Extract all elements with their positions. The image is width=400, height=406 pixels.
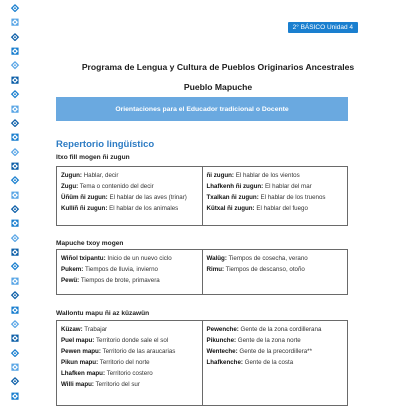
mapuche-motif-icon [8, 349, 22, 357]
block1-left [57, 167, 202, 225]
vocab-term: Puel mapu: [61, 337, 95, 344]
mapuche-motif-icon [8, 133, 22, 141]
mapuche-motif-icon [8, 33, 22, 41]
mapuche-motif-icon [8, 47, 22, 55]
vocab-term: Pewen mapu: [61, 348, 101, 355]
vocab-entry [61, 324, 198, 335]
vocab-entry [207, 264, 344, 275]
mapuche-motif-icon [8, 105, 22, 113]
mapuche-motif-icon [8, 61, 22, 69]
mapuche-motif-icon [8, 18, 22, 26]
vocab-entry [61, 253, 198, 264]
block1-heading: Itxo fill mogen ñi zugun [56, 154, 130, 161]
vocab-definition: Hablar, decir [81, 172, 119, 179]
block3-heading: Wallontu mapu ñi az küzawün [56, 310, 150, 317]
vocab-entry [61, 181, 198, 192]
block3-right [202, 321, 348, 405]
block2-right [202, 250, 348, 294]
vocab-term: ñi zugun: [206, 172, 234, 179]
vocab-term: Lhafkenche: [206, 359, 243, 366]
vocab-term: Küzaw: [61, 326, 83, 333]
vocab-entry [207, 181, 344, 192]
vocab-definition: Territorio donde sale el sol [94, 337, 169, 344]
vocab-definition: Trabajar [82, 326, 108, 333]
vocab-definition: Tiempos de lluvia, invierno [83, 266, 158, 273]
vocab-entry [61, 335, 198, 346]
vocab-definition: El hablar del mar [263, 183, 312, 190]
vocab-definition: Gente de la precordillera** [237, 348, 312, 355]
vocab-entry [61, 368, 198, 379]
vocab-definition: Inicio de un nuevo ciclo [105, 255, 172, 262]
document-subtitle: Pueblo Mapuche [183, 82, 253, 92]
vocab-term: Pewü: [61, 277, 80, 284]
vocab-term: Kullíñ ñi zugun: [61, 205, 108, 212]
mapuche-motif-icon [8, 277, 22, 285]
mapuche-motif-icon [8, 148, 22, 156]
document-title: Programa de Lengua y Cultura de Pueblos Originarios Ancestrales [81, 62, 355, 72]
vocab-term: Pukem: [61, 266, 84, 273]
mapuche-motif-icon [8, 291, 22, 299]
block2-heading: Mapuche txoy mogen [56, 240, 124, 247]
vocab-definition: Tiempos de brote, primavera [79, 277, 160, 284]
vocab-term: Wiñol txipantu: [61, 255, 106, 262]
vocab-entry [207, 170, 344, 181]
vocab-entry [207, 335, 344, 346]
vocab-definition: Territorio del sur [93, 381, 140, 388]
vocab-entry [207, 192, 344, 203]
vocab-term: Lhafkenh ñi zugun: [206, 183, 264, 190]
vocab-definition: El hablar de los animales [107, 205, 179, 212]
vocab-entry [207, 346, 344, 357]
mapuche-motif-icon [8, 320, 22, 328]
vocab-definition: Territorio de las araucarias [100, 348, 176, 355]
vocab-term: Üñüm ñi zugun: [61, 194, 108, 201]
vocab-term: Zugu: [61, 183, 79, 190]
vocab-term: Pikunche: [206, 337, 237, 344]
vocab-definition: El hablar de los truenos [258, 194, 326, 201]
vocab-entry [207, 357, 344, 368]
vocab-entry [61, 379, 198, 390]
vocab-entry [207, 203, 344, 214]
decorative-border [0, 0, 30, 400]
mapuche-motif-icon [8, 205, 22, 213]
vocab-entry [207, 324, 344, 335]
mapuche-motif-icon [8, 262, 22, 270]
vocab-entry [61, 192, 198, 203]
vocab-entry [61, 275, 198, 286]
vocab-entry [207, 253, 344, 264]
mapuche-motif-icon [8, 392, 22, 400]
vocab-definition: Tema o contenido del decir [78, 183, 154, 190]
educator-banner: Orientaciones para el Educador tradicional o Docente [56, 97, 348, 121]
vocab-term: Rimu: [206, 266, 225, 273]
vocab-definition: El hablar del fuego [254, 205, 308, 212]
vocab-term: Lhafken mapu: [61, 370, 106, 377]
mapuche-motif-icon [8, 377, 22, 385]
mapuche-motif-icon [8, 248, 22, 256]
vocab-entry [61, 264, 198, 275]
mapuche-motif-icon [8, 363, 22, 371]
vocab-term: Pewenche: [206, 326, 239, 333]
vocab-entry [61, 203, 198, 214]
vocab-term: Willi mapu: [61, 381, 94, 388]
vocab-definition: El hablar de las aves (trinar) [107, 194, 187, 201]
vocab-definition: El hablar de los vientos [234, 172, 300, 179]
section-heading: Repertorio lingüístico [56, 139, 155, 150]
vocab-definition: Gente de la zona norte [236, 337, 301, 344]
vocab-term: Pikun mapu: [61, 359, 99, 366]
vocab-definition: Gente de la costa [242, 359, 294, 366]
mapuche-motif-icon [8, 334, 22, 342]
vocab-definition: Territorio del norte [98, 359, 150, 366]
block2-table [56, 249, 348, 295]
mapuche-motif-icon [8, 76, 22, 84]
grade-unit-tag: 2° BÁSICO Unidad 4 [288, 22, 358, 33]
vocab-term: Walüg: [206, 255, 227, 262]
vocab-definition: Gente de la zona cordillerana [238, 326, 322, 333]
vocab-entry [61, 357, 198, 368]
vocab-entry [61, 346, 198, 357]
block1-table [56, 166, 348, 226]
mapuche-motif-icon [8, 90, 22, 98]
vocab-entry [61, 170, 198, 181]
block3-table [56, 320, 348, 406]
vocab-definition: Tiempos de descanso, otoño [224, 266, 305, 273]
vocab-definition: Tiempos de cosecha, verano [226, 255, 308, 262]
vocab-term: Zugun: [61, 172, 82, 179]
vocab-term: Kütxal ñi zugun: [206, 205, 255, 212]
mapuche-motif-icon [8, 234, 22, 242]
vocab-term: Txalkan ñi zugun: [206, 194, 259, 201]
mapuche-motif-icon [8, 162, 22, 170]
vocab-term: Wenteche: [206, 348, 238, 355]
vocab-definition: Territorio costero [105, 370, 153, 377]
mapuche-motif-icon [8, 119, 22, 127]
mapuche-motif-icon [8, 176, 22, 184]
block2-left [57, 250, 202, 294]
block3-left [57, 321, 202, 405]
block1-right [202, 167, 348, 225]
mapuche-motif-icon [8, 4, 22, 12]
mapuche-motif-icon [8, 191, 22, 199]
mapuche-motif-icon [8, 306, 22, 314]
mapuche-motif-icon [8, 219, 22, 227]
